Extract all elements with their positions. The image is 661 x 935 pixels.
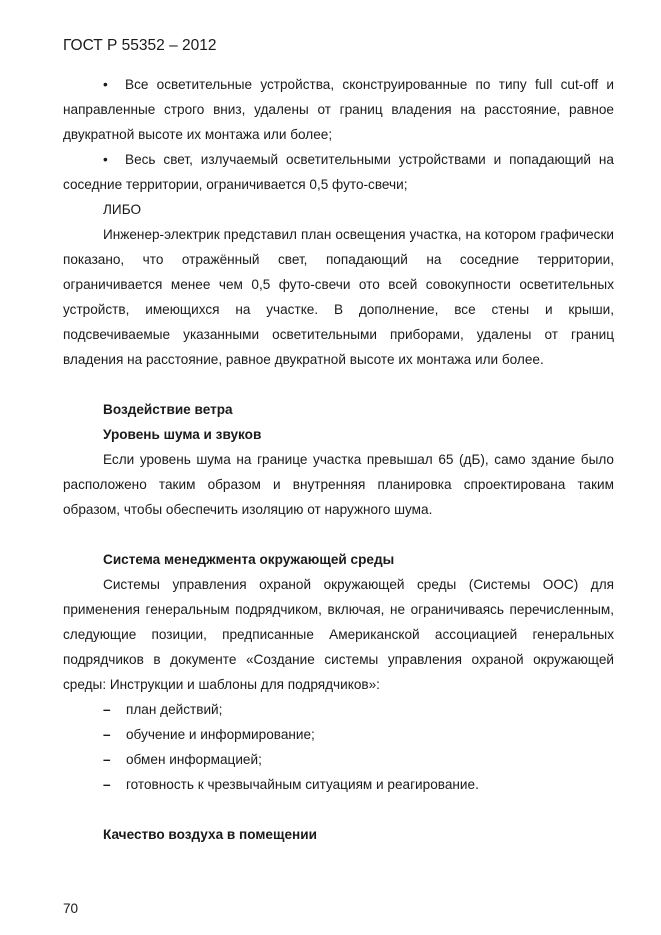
document-body bbox=[63, 72, 614, 847]
list-item-text: готовность к чрезвычайным ситуациям и реагирование. bbox=[126, 777, 479, 792]
bullet-marker: • bbox=[103, 152, 108, 167]
list-item-text: обмен информацией; bbox=[126, 752, 262, 767]
list-item bbox=[63, 697, 614, 722]
noise-paragraph: Если уровень шума на границе участка превышал 65 (дБ), само здание было расположено таким образом и внутренняя планировка спроектирована таким образом, чтобы обеспечить изоляцию от наружного шума. bbox=[63, 452, 614, 517]
bullet-text: Все осветительные устройства, сконструированные по типу full cut-off и направленные строго вниз, удалены от границ владения на расстояние, равное двукратной высоте их монтажа или более; bbox=[63, 77, 614, 142]
dash-marker: – bbox=[103, 727, 111, 742]
list-item bbox=[63, 747, 614, 772]
bullet-marker: • bbox=[103, 77, 108, 92]
list-item bbox=[63, 722, 614, 747]
section-heading-wind: Воздействие ветра bbox=[103, 402, 233, 417]
document-header: ГОСТ Р 55352 – 2012 bbox=[63, 37, 217, 54]
list-item-text: обучение и информирование; bbox=[126, 727, 315, 742]
spacer bbox=[63, 797, 614, 822]
page-number: 70 bbox=[63, 901, 79, 916]
ems-paragraph: Системы управления охраной окружающей среды (Системы ООС) для применения генеральным подрядчиком, включая, не ограничиваясь перечисленным, следующие позиции, предписанные Американской ассоциацией генеральных подрядчиков в документе «Создание системы управления охраной окружающей среды: Инструкции и шаблоны для подрядчиков»: bbox=[63, 577, 614, 692]
section-heading-ems: Система менеджмента окружающей среды bbox=[103, 552, 395, 567]
spacer bbox=[63, 522, 614, 547]
bullet-text: Весь свет, излучаемый осветительными устройствами и попадающий на соседние территории, ограничивается 0,5 футо-свечи; bbox=[63, 152, 614, 192]
spacer bbox=[63, 372, 614, 397]
dash-marker: – bbox=[103, 777, 111, 792]
section-heading-noise: Уровень шума и звуков bbox=[103, 427, 262, 442]
engineer-paragraph: Инженер-электрик представил план освещения участка, на котором графически показано, что отражённый свет, попадающий на соседние территории, ограничивается менее чем 0,5 футо-свечи ото всей совокупности осветительных устройств, имеющихся на участке. В дополнение, все стены и крыши, подсвечиваемые указанными осветительными приборами, удалены от границ владения на расстояние, равное двукратной высоте их монтажа или более. bbox=[63, 227, 614, 367]
or-label: ЛИБО bbox=[103, 202, 142, 217]
section-heading-air: Качество воздуха в помещении bbox=[103, 827, 317, 842]
list-item-text: план действий; bbox=[126, 702, 223, 717]
bullet-item bbox=[63, 72, 614, 147]
list-item bbox=[63, 772, 614, 797]
bullet-item bbox=[63, 147, 614, 197]
dash-marker: – bbox=[103, 702, 111, 717]
dash-marker: – bbox=[103, 752, 111, 767]
